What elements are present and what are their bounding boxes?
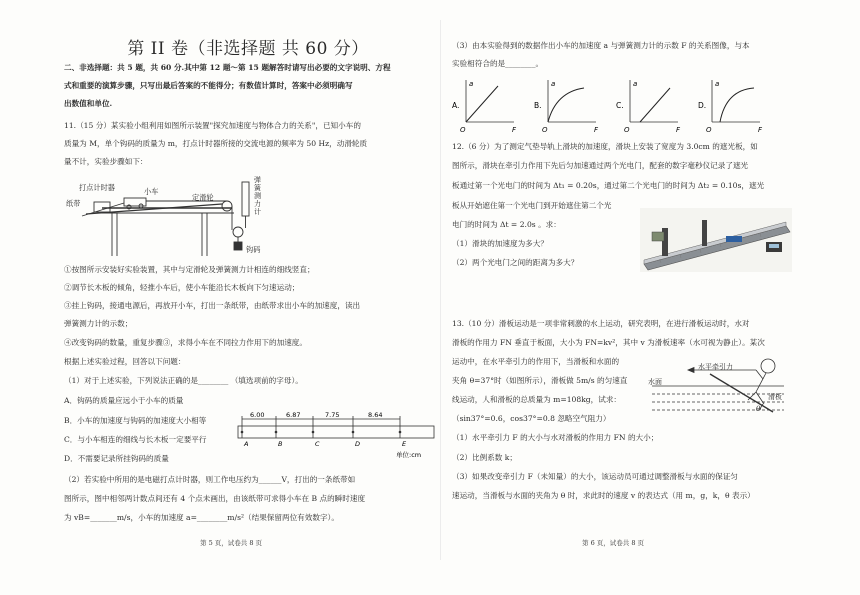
option-d: D．不需要记录所挂钩码的质量 [64, 454, 169, 463]
tape-point-a: A [244, 440, 249, 448]
origin-label: O [624, 126, 630, 134]
tape-segment-ab: 6.00 [250, 412, 265, 419]
q12-part-2: （2）两个光电门之间的距离为多大？ [452, 258, 579, 267]
x-axis-label: F [758, 126, 763, 134]
graph-curve [548, 88, 584, 122]
step-2: ②调节长木板的倾角，轻推小车后，使小车能沿长木板向下匀速运动； [64, 283, 300, 292]
y-axis-label: a [715, 80, 720, 88]
left-page [64, 0, 432, 595]
label-hook-weight: 钩码 [246, 245, 261, 254]
instructions-line-1: 二、非选择题：共 5 题，共 60 分.其中第 12 题～第 15 题解答时请写出必要的文字说明、方程 [64, 63, 391, 72]
q13-part-3-line-1: （3）如果改变牵引力 F（未知量）的大小，该运动员可通过调整滑板与水面的保证匀 [452, 472, 738, 481]
label-spring-scale: 弹簧测力计 [254, 176, 261, 216]
label-angle: θ [756, 405, 761, 413]
q13-line-5: 线运动，人和滑板的总质量为 m=108kg，试求： [452, 395, 622, 404]
tape-unit: 单位:cm [396, 451, 422, 458]
label-timer: 打点计时器 [79, 183, 115, 192]
option-c: C．与小车相连的细线与长木板一定要平行 [64, 435, 207, 444]
page-divider [440, 20, 441, 560]
q12-line-4: 板从开始遮住第一个光电门到开始遮住第二个光 [452, 201, 612, 210]
tape-segment-cd: 7.75 [325, 412, 340, 419]
q12-line-3: 板通过第一个光电门的时间为 Δt₁ = 0.20s，通过第二个光电门的时间为 Δt₂ = 0.10s，遮光 [452, 181, 765, 190]
origin-label: O [460, 126, 466, 134]
q11-intro-line-2: 质量为 M，单个钩码的质量为 m，打点计时器所接的交流电源的频率为 50 Hz，动滑轮质 [64, 139, 368, 148]
q12-part-1: （1）滑块的加速度为多大？ [452, 239, 548, 248]
tape-point-d: D [355, 440, 361, 448]
graph-options [452, 78, 792, 134]
air-track-image [640, 208, 792, 272]
graph-option-c [616, 80, 681, 134]
option-b: B．小车的加速度与钩码的加速度大小相等 [64, 416, 207, 425]
graph-curve [466, 86, 498, 122]
q13-part-2: （2）比例系数 k； [452, 453, 518, 462]
y-axis-label: a [469, 80, 474, 88]
graph-option-b [534, 80, 599, 134]
label-cart: 小车 [144, 187, 159, 196]
q13-part-1: （1）水平牵引力 F 的大小与水对滑板的作用力 FN 的大小； [452, 433, 659, 442]
q12-line-2: 图所示，滑块在牵引力作用下先后匀加速通过两个光电门，配套的数字毫秒仪记录了遮光 [452, 161, 749, 170]
graph-option-a [452, 80, 517, 134]
q11-part-2-line-1: （2）若实验中所用的是电磁打点计时器，则工作电压约为______V，打出的一条纸带如 [64, 475, 356, 484]
step-3: ③挂上钩码，接通电源后，再放开小车，打出一条纸带，由纸带求出小车的加速度，读出 [64, 301, 361, 310]
q11-part-2-line-3: 为 vB=_______m/s，小车的加速度 a=________m/s²（结果保留两位有效数字）。 [64, 513, 339, 522]
option-a: A．钩码的质量应远小于小车的质量 [64, 396, 184, 405]
graph-option-d [698, 80, 763, 134]
instructions-line-2: 式和重要的演算步骤，只写出最后答案的不能得分；有数值计算时，答案中必须明确写 [64, 81, 353, 90]
q13-line-1: 13.（10 分）滑板运动是一项非常刺激的水上运动，研究表明，在进行滑板运动时，水对 [452, 319, 750, 328]
step-1: ①按图所示安装好实验装置，其中与定滑轮及弹簧测力计相连的细线竖直； [64, 265, 315, 274]
q13-line-2: 滑板的作用力 FN 垂直于板面，大小为 FN=kv²，其中 v 为滑板速率（水可视为静止）。某次 [452, 338, 765, 347]
label-water-surface: 水面 [648, 378, 662, 386]
tape-diagram [236, 412, 436, 458]
step-4: ④改变钩码的数量，重复步骤③，求得小车在不同拉力作用下的加速度。 [64, 338, 307, 347]
graph-label: A. [452, 101, 460, 110]
q12-line-5: 电门的时间为 Δt = 2.0s 。求： [452, 220, 561, 229]
graph-label: B. [534, 101, 542, 110]
label-tow-force: 水平牵引力 [698, 363, 733, 371]
graph-curve [720, 88, 754, 122]
q13-line-4: 夹角 θ=37°时（如图所示），滑板做 5m/s 的匀速直 [452, 376, 628, 385]
x-axis-label: F [512, 126, 517, 134]
graph-label: C. [616, 101, 624, 110]
step-3-cont: 弹簧测力计的示数； [64, 319, 133, 328]
q11-intro-line-3: 量不计，实验步骤如下： [64, 157, 148, 166]
section-title: 第 II 卷（非选择题 共 60 分） [127, 39, 369, 59]
tape-point-b: B [278, 440, 283, 448]
y-axis-label: a [551, 80, 556, 88]
label-pulley: 定滑轮 [192, 193, 214, 202]
q11-part-3-line-2: 实验相符合的是________。 [452, 59, 544, 68]
page-footer-right: 第 6 页，试卷共 8 页 [582, 539, 645, 547]
q11-intro-line-1: 11.（15 分）某实验小组利用如图所示装置"探究加速度与物体合力的关系"，已知小车的 [64, 121, 361, 130]
graph-label: D. [698, 101, 707, 110]
q13-line-3: 运动中，在水平牵引力的作用下，当滑板和水面的 [452, 357, 620, 366]
y-axis-label: a [633, 80, 638, 88]
tape-point-e: E [402, 440, 407, 448]
q11-part-3-line-1: （3）由本实验得到的数据作出小车的加速度 a 与弹簧测力计的示数 F 的关系图像，与本 [452, 41, 750, 50]
label-board: 滑板 [768, 393, 782, 401]
tape-segment-de: 8.64 [368, 412, 383, 419]
q11-part-2-line-2: 图所示，图中相邻两计数点间还有 4 个点未画出，由该纸带可求得小车在 B 点的瞬时速度 [64, 494, 366, 503]
origin-label: O [706, 126, 712, 134]
instructions-line-3: 出数值和单位. [64, 99, 113, 108]
q13-part-3-line-2: 速运动，当滑板与水面的夹角为 θ 时，求此时的速度 v 的表达式（用 m，g，k，θ 表示） [452, 491, 755, 500]
q12-line-1: 12.（6 分）为了测定气垫导轨上滑块的加速度，滑块上安装了宽度为 3.0cm 的遮光板，如 [452, 142, 758, 151]
tape-segment-bc: 6.87 [286, 412, 301, 419]
answer-prompt: 根据上述实验过程，回答以下问题： [64, 357, 186, 366]
x-axis-label: F [676, 126, 681, 134]
page-footer-left: 第 5 页，试卷共 8 页 [200, 539, 263, 547]
origin-label: O [542, 126, 548, 134]
x-axis-label: F [594, 126, 599, 134]
label-tape: 纸带 [66, 199, 81, 208]
tape-point-c: C [315, 440, 320, 448]
q11-part-1: （1）对于上述实验，下列说法正确的是________ （填选项前的字母）。 [64, 376, 303, 385]
right-page [452, 0, 792, 595]
graph-curve [640, 88, 670, 122]
q13-line-6: （sin37°=0.6，cos37°=0.8 忽略空气阻力） [452, 414, 611, 423]
